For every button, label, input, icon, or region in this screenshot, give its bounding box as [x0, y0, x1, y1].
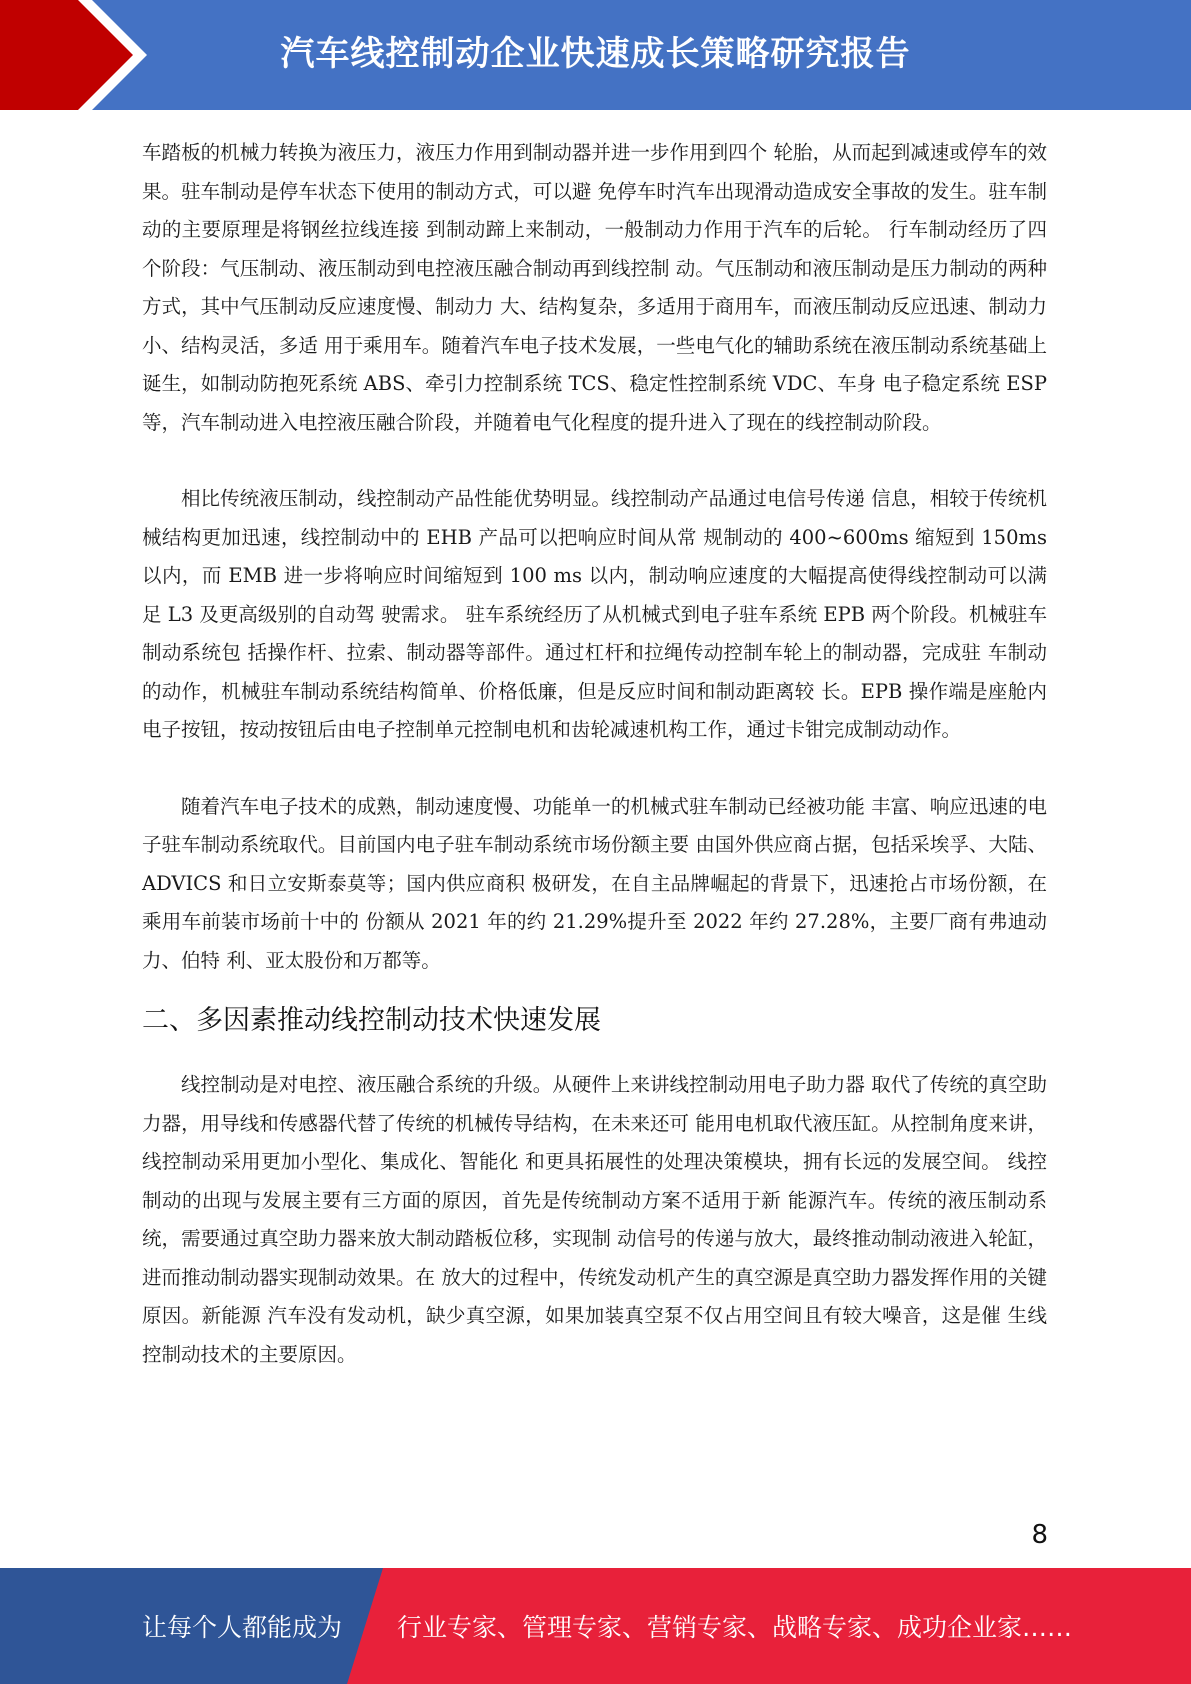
section-paragraph: 线控制动是对电控、液压融合系统的升级。从硬件上来讲线控制动用电子助力器 取代了传统的真空助力器，用导线和传感器代替了传统的机械传导结构，在未来还可 能用电机取代液压缸。从控制角度来讲，线控制动采用更加小型化、集成化、智能化 和更具拓展性的处理决策模块，拥有长远的发展空间。 线控制动的出现与发展主要有三方面的原因，首先是传统制动方案不适用于新 能源汽车。传统的液压制动系统，需要通过真空助力器来放大制动踏板位移，实现制 动信号的传递与放大，最终推动制动液进入轮缸，进而推动制动器实现制动效果。在 放大的过程中，传统发动机产生的真空源是真空助力器发挥作用的关键原因。新能源 汽车没有发动机，缺少真空源，如果加装真空泵不仅占用空间且有较大噪音，这是催 生线控制动技术的主要原因。: [142, 1073, 1047, 1366]
footer-slogan-right: 行业专家、管理专家、营销专家、战略专家、成功企业家……: [397, 1613, 1073, 1642]
body-paragraph-1: 车踏板的机械力转换为液压力，液压力作用到制动器并进一步作用到四个 轮胎，从而起到减速或停车的效果。驻车制动是停车状态下使用的制动方式，可以避 免停车时汽车出现滑动造成安全事故的发生。驻车制动的主要原理是将钢丝拉线连接 到制动蹄上来制动，一般制动力作用于汽车的后轮。 行车制动经历了四个阶段：气压制动、液压制动到电控液压融合制动再到线控制 动。气压制动和液压制动是压力制动的两种方式，其中气压制动反应速度慢、制动力 大、结构复杂，多适用于商用车，而液压制动反应迅速、制动力小、结构灵活，多适 用于乘用车。随着汽车电子技术发展，一些电气化的辅助系统在液压制动系统基础上 诞生，如制动防抱死系统 ABS、牵引力控制系统 TCS、稳定性控制系统 VDC、车身 电子稳定系统 ESP 等，汽车制动进入电控液压融合阶段，并随着电气化程度的提升进入了现在的线控制动阶段。: [142, 141, 1047, 434]
page-number: 8: [1031, 1520, 1048, 1550]
page-footer: [0, 1568, 1191, 1684]
body-paragraph-2: 相比传统液压制动，线控制动产品性能优势明显。线控制动产品通过电信号传递 信息，相较于传统机械结构更加迅速，线控制动中的 EHB 产品可以把响应时间从常 规制动的 400~600ms 缩短到 150ms 以内，而 EMB 进一步将响应时间缩短到 100 ms 以内，制动响应速度的大幅提高使得线控制动可以满足 L3 及更高级别的自动驾 驶需求。 驻车系统经历了从机械式到电子驻车系统 EPB 两个阶段。机械驻车制动系统包 括操作杆、拉索、制动器等部件。通过杠杆和拉绳传动控制车轮上的制动器，完成驻 车制动的动作，机械驻车制动系统结构简单、价格低廉，但是反应时间和制动距离较 长。EPB 操作端是座舱内电子按钮，按动按钮后由电子控制单元控制电机和齿轮减速机构工作，通过卡钳完成制动动作。: [142, 487, 1047, 741]
section-heading: 二、多因素推动线控制动技术快速发展: [142, 1005, 601, 1036]
footer-slogan-left: 让每个人都能成为: [142, 1613, 343, 1642]
page-header: [0, 0, 1191, 110]
body-paragraph-3: 随着汽车电子技术的成熟，制动速度慢、功能单一的机械式驻车制动已经被功能 丰富、响应迅速的电子驻车制动系统取代。目前国内电子驻车制动系统市场份额主要 由国外供应商占据，包括采埃孚、大陆、ADVICS 和日立安斯泰莫等；国内供应商积 极研发，在自主品牌崛起的背景下，迅速抢占市场份额，在乘用车前装市场前十中的 份额从 2021 年的约 21.29%提升至 2022 年约 27.28%，主要厂商有弗迪动力、伯特 利、亚太股份和万都等。: [142, 794, 1047, 972]
document-body: [142, 134, 1047, 1374]
report-title: 汽车线控制动企业快速成长策略研究报告: [280, 34, 911, 74]
